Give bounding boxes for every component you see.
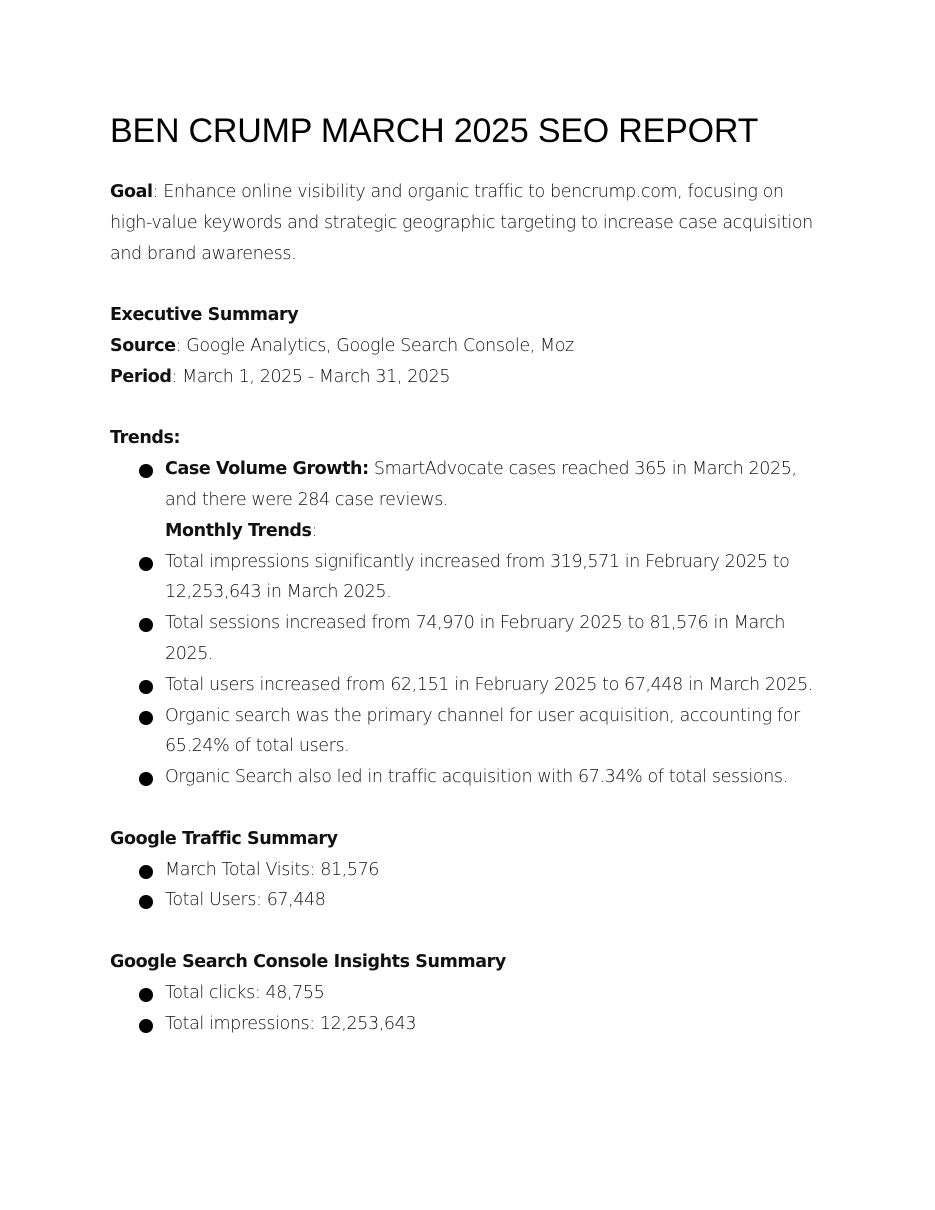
- bullet-icon: [139, 557, 153, 571]
- monthly-trends-colon: :: [311, 520, 318, 541]
- bullet-icon: [139, 1019, 153, 1033]
- list-item: [110, 454, 830, 516]
- goal-label: Goal: [110, 182, 153, 202]
- trends-list: [110, 454, 830, 516]
- list-item: [110, 1009, 830, 1040]
- search-console-list: [110, 978, 830, 1040]
- list-item: [110, 978, 830, 1009]
- trend-text: Organic search was the primary channel for user acquisition, accounting for 65.24% of total users.: [165, 705, 800, 757]
- traffic-stat: Total Users: 67,448: [165, 890, 326, 911]
- trend-text: Total impressions significantly increased from 319,571 in February 2025 to 12,253,643 in March 2025.: [165, 551, 790, 603]
- bullet-icon: [139, 618, 153, 632]
- goal-paragraph: [110, 177, 830, 269]
- list-item: [110, 762, 830, 793]
- google-traffic-list: [110, 855, 830, 917]
- list-item: [110, 855, 830, 886]
- bullet-icon: [139, 988, 153, 1002]
- bullet-icon: [139, 711, 153, 725]
- report-title: BEN CRUMP MARCH 2025 SEO REPORT: [110, 112, 759, 150]
- traffic-stat: March Total Visits: 81,576: [165, 859, 380, 880]
- case-volume-text: SmartAdvocate cases reached 365 in March 2025, and there were 284 case reviews.: [165, 459, 797, 510]
- list-item: [110, 608, 830, 670]
- console-stat: Total clicks: 48,755: [165, 982, 325, 1003]
- list-item: [110, 885, 830, 916]
- monthly-trends-list: [110, 547, 830, 793]
- period-text: : March 1, 2025 - March 31, 2025: [171, 366, 451, 387]
- trends-heading: Trends:: [110, 428, 181, 449]
- search-console-heading: Google Search Console Insights Summary: [110, 951, 506, 972]
- source-label: Source: [110, 335, 176, 356]
- console-stat: Total impressions: 12,253,643: [165, 1013, 417, 1034]
- list-item: [110, 701, 830, 763]
- trend-text: Total sessions increased from 74,970 in February 2025 to 81,576 in March 2025.: [165, 613, 786, 664]
- monthly-trends-heading: [110, 516, 830, 547]
- list-item: [110, 670, 830, 701]
- monthly-trends-label: Monthly Trends: [165, 520, 312, 541]
- bullet-icon: [139, 772, 153, 786]
- source-line: [110, 331, 830, 362]
- case-volume-label: Case Volume Growth:: [165, 459, 369, 480]
- list-item: [110, 547, 830, 609]
- bullet-icon: [139, 464, 153, 478]
- document-page: [110, 108, 830, 1039]
- trend-text: Total users increased from 62,151 in February 2025 to 67,448 in March 2025.: [165, 674, 813, 695]
- goal-text: : Enhance online visibility and organic traffic to bencrump.com, focusing on high-value keywords and strategic geographic targeting to increase case acquisition and brand awareness.: [110, 182, 813, 264]
- trend-text: Organic Search also led in traffic acquisition with 67.34% of total sessions.: [165, 767, 788, 788]
- executive-summary-heading: Executive Summary: [110, 305, 299, 326]
- google-traffic-heading: Google Traffic Summary: [110, 828, 338, 849]
- source-text: : Google Analytics, Google Search Console, Moz: [175, 335, 574, 356]
- bullet-icon: [139, 680, 153, 694]
- bullet-icon: [139, 895, 153, 909]
- period-line: [110, 362, 830, 393]
- bullet-icon: [139, 865, 153, 879]
- period-label: Period: [110, 366, 172, 387]
